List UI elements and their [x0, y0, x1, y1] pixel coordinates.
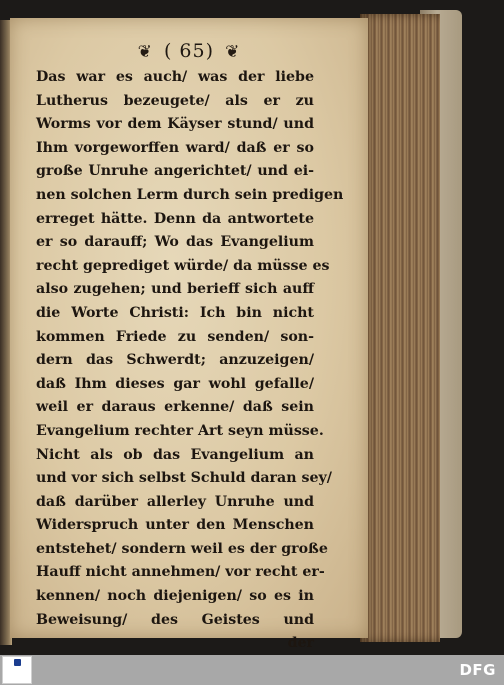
text-line: entstehet/ sondern weil es der große [36, 540, 328, 557]
text-line: Lutherus bezeugete/ als er zu [36, 92, 314, 109]
text-line: kommen Friede zu senden/ son- [36, 328, 314, 345]
dfg-logo[interactable]: DFG [459, 661, 496, 679]
text-line: kennen/ noch diejenigen/ so es in [36, 588, 314, 605]
text-line: Evangelium rechter Art seyn müsse. [36, 422, 324, 439]
viewer-footer-bar [0, 655, 504, 685]
page-stack-edges [360, 14, 440, 642]
text-line: erreget hätte. Denn da antwortete [36, 210, 314, 227]
text-line: Beweisung/ des Geistes und [36, 611, 314, 628]
text-line: recht geprediget würde/ da müsse es [36, 257, 330, 274]
text-line: weil er daraus erkenne/ daß sein [36, 399, 314, 416]
institution-logo[interactable] [2, 656, 32, 684]
text-line: also zugehen; und berieff sich auff [36, 281, 314, 298]
text-line: Nicht als ob das Evangelium an [36, 446, 314, 463]
ornament-left-icon: ❦ [137, 42, 153, 62]
page-header [10, 40, 368, 62]
text-line: daß Ihm dieses gar wohl gefalle/ [36, 375, 314, 392]
text-line: er so darauff; Wo das Evangelium [36, 234, 314, 251]
text-line: Hauff nicht annehmen/ vor recht er- [36, 564, 325, 581]
text-line: Widerspruch unter den Menschen [36, 517, 314, 534]
text-line: Das war es auch/ was der liebe [36, 69, 314, 85]
page-text [36, 66, 344, 656]
text-line: Worms vor dem Käyser stund/ und [36, 116, 314, 133]
text-line: große Unruhe angerichtet/ und ei- [36, 163, 314, 180]
text-line: nen solchen Lerm durch sein predigen [36, 186, 344, 203]
text-line: daß darüber allerley Unruhe und [36, 493, 314, 510]
text-line: Ihm vorgeworffen ward/ daß er so [36, 139, 314, 156]
text-line: die Worte Christi: Ich bin nicht [36, 304, 314, 321]
catchword: der [287, 635, 314, 652]
text-line: dern das Schwerdt; anzuzeigen/ [36, 352, 314, 369]
logo-mark-icon [14, 659, 21, 666]
page-number: ( 65) [163, 40, 215, 62]
text-line: und vor sich selbst Schuld daran sey/ [36, 470, 332, 487]
ornament-right-icon: ❦ [225, 42, 241, 62]
